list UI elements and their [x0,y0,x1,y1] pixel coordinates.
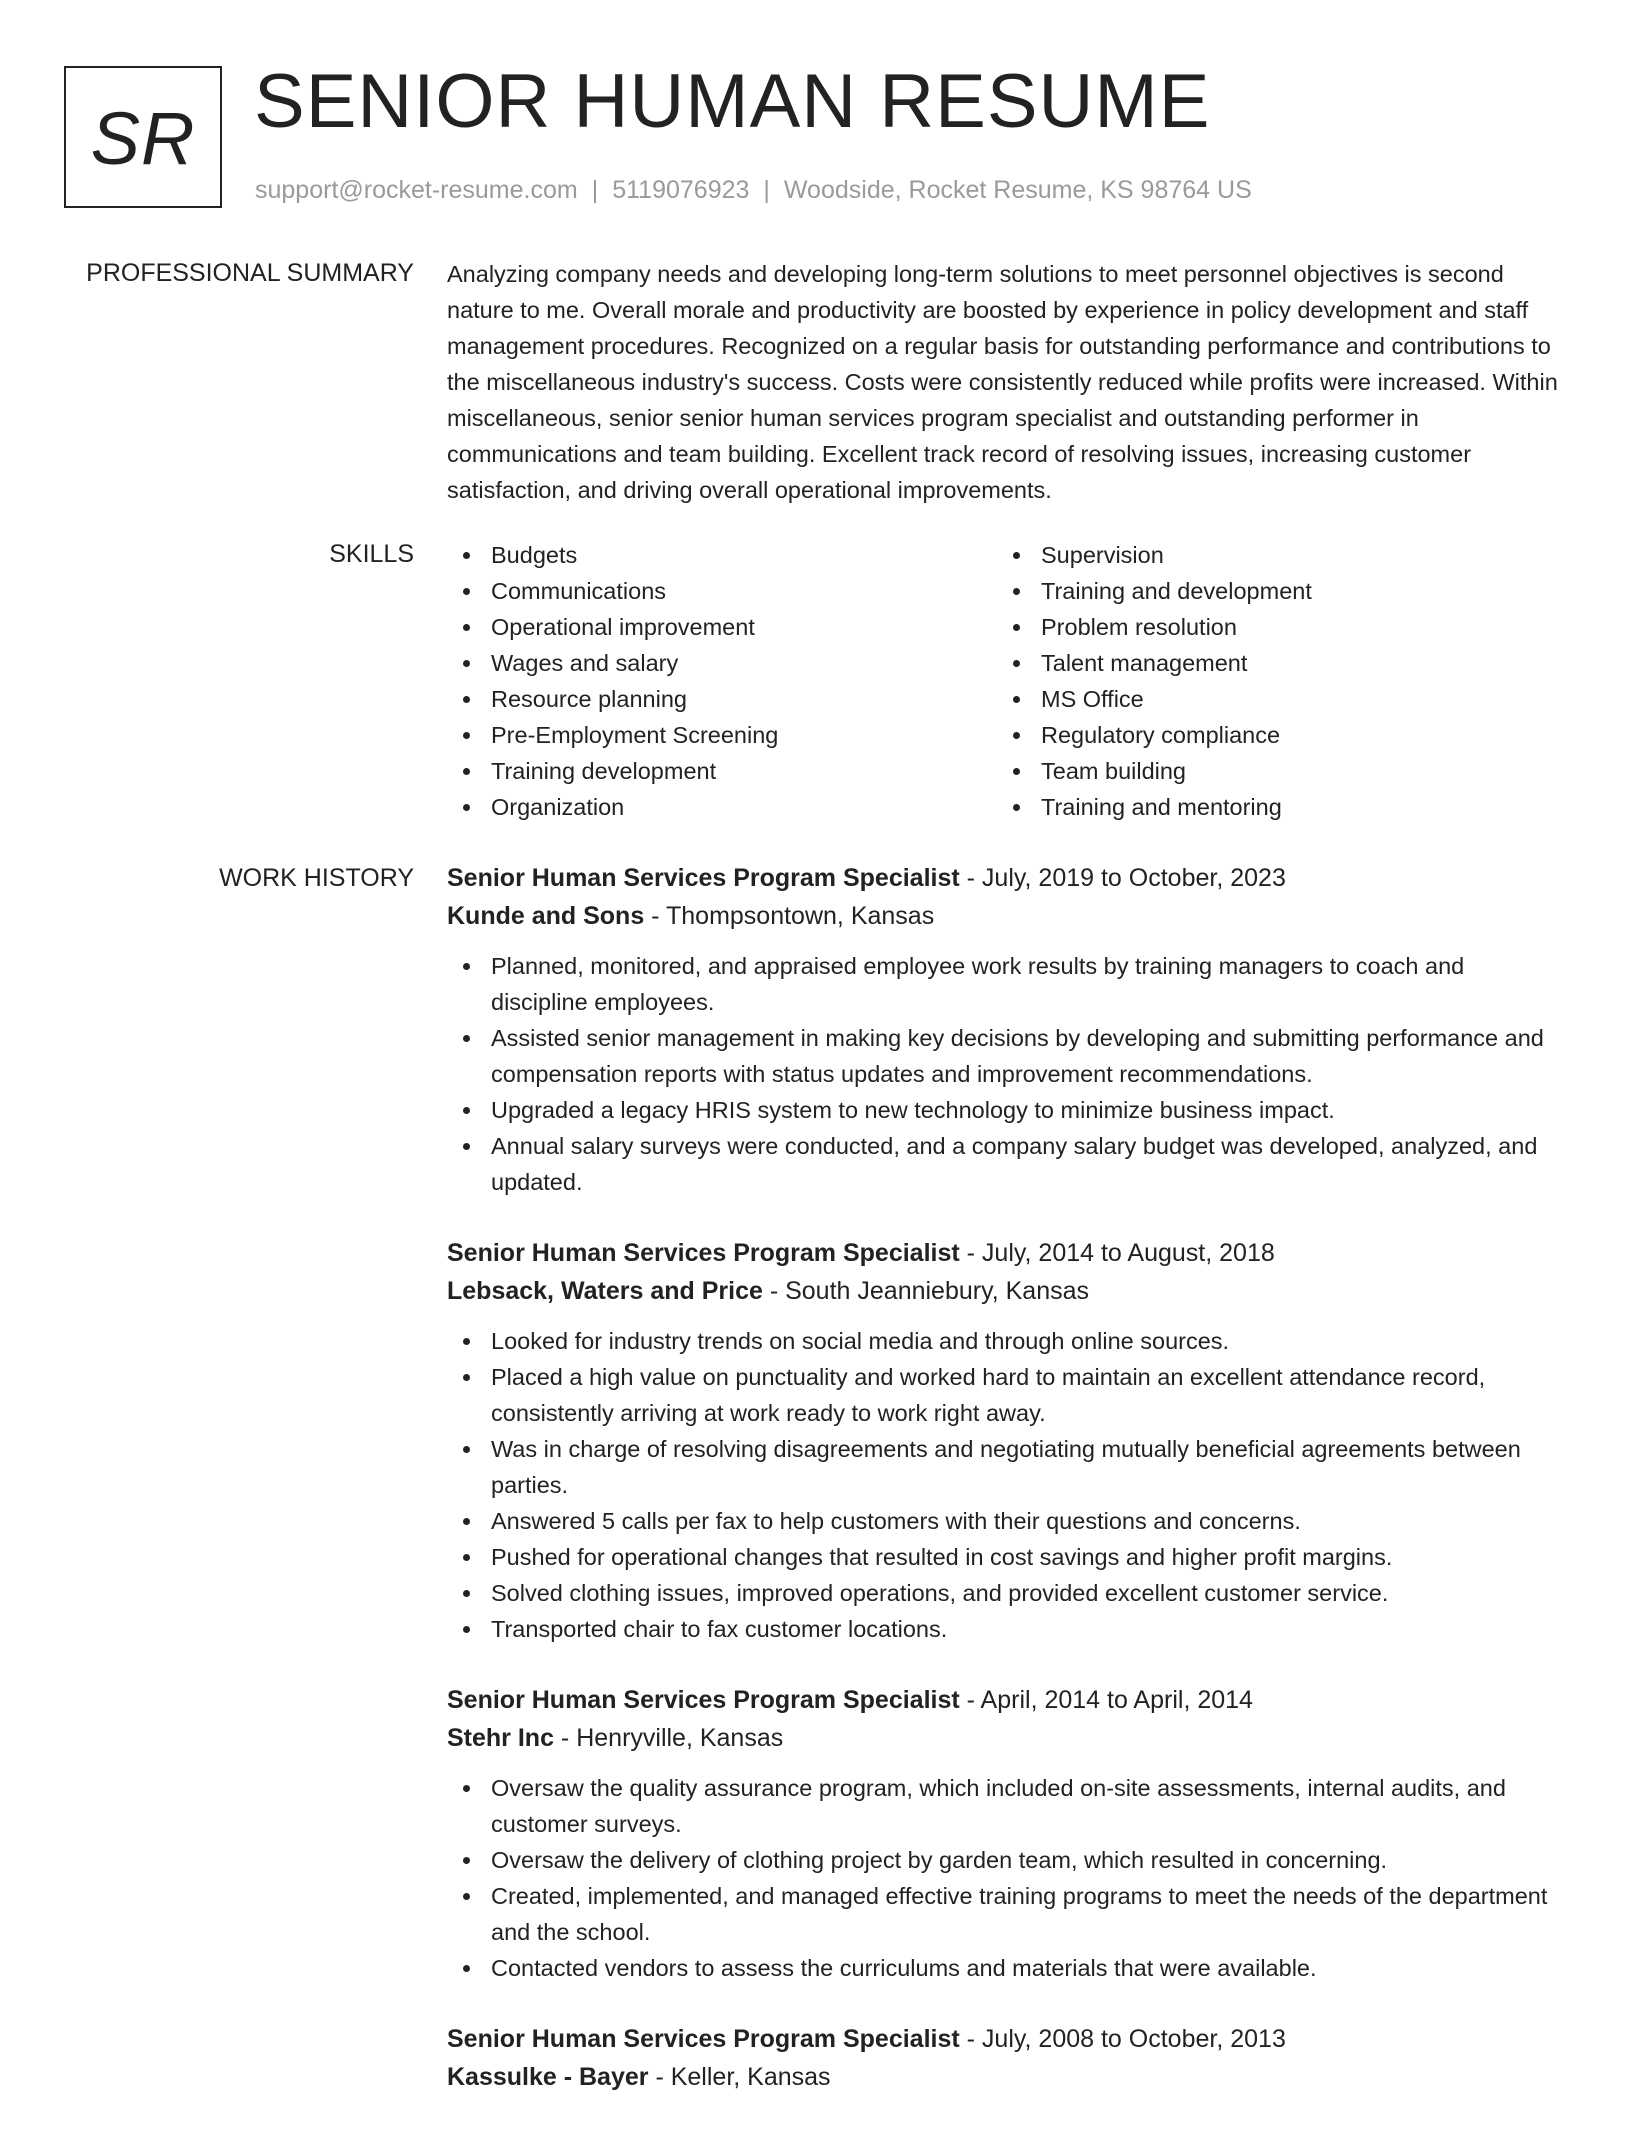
skill-item: Team building [997,753,1547,789]
contact-address: Woodside, Rocket Resume, KS 98764 US [783,176,1252,204]
skill-item: Problem resolution [997,609,1547,645]
job-bullet: Looked for industry trends on social media and through online sources. [447,1323,1567,1359]
contact-separator: | [591,176,599,204]
job-bullet: Transported chair to fax customer locations. [447,1611,1567,1647]
job-bullets [447,1323,1567,1647]
skill-item: Pre-Employment Screening [447,717,997,753]
job-entry [447,1681,1567,1986]
job-company-line [447,1272,1567,1310]
skill-item: Wages and salary [447,645,997,681]
job-bullet: Oversaw the delivery of clothing project by garden team, which resulted in concerning. [447,1842,1567,1878]
section-label-work-history: WORK HISTORY [219,864,414,892]
job-title: Senior Human Services Program Specialist [447,864,960,892]
skill-item: Supervision [997,537,1547,573]
job-dates: - July, 2019 to October, 2023 [959,864,1286,892]
section-label-skills: SKILLS [329,540,414,568]
job-company-line [447,897,1567,935]
skill-item: Training development [447,753,997,789]
job-title-line [447,1234,1567,1272]
job-title-line [447,2020,1567,2058]
job-company: Kassulke - Bayer [447,2063,649,2091]
job-bullet: Answered 5 calls per fax to help customers with their questions and concerns. [447,1503,1567,1539]
job-dates: - April, 2014 to April, 2014 [959,1686,1253,1714]
job-title-line [447,1681,1567,1719]
skill-item: Talent management [997,645,1547,681]
job-company-line [447,2058,1567,2096]
job-location: - South Jeanniebury, Kansas [762,1277,1090,1305]
skill-item: Organization [447,789,997,825]
job-location: - Henryville, Kansas [553,1724,784,1752]
job-location: - Thompsontown, Kansas [644,902,935,930]
job-bullet: Contacted vendors to assess the curriculums and materials that were available. [447,1950,1567,1986]
job-dates: - July, 2008 to October, 2013 [959,2025,1286,2053]
job-bullet: Annual salary surveys were conducted, and a company salary budget was developed, analyzed, and updated. [447,1128,1567,1200]
job-company: Lebsack, Waters and Price [447,1277,763,1305]
job-title: Senior Human Services Program Specialist [447,2025,960,2053]
job-title-line [447,859,1567,897]
skills-columns [447,537,1567,825]
job-bullet: Pushed for operational changes that resulted in cost savings and higher profit margins. [447,1539,1567,1575]
monogram-box [64,66,222,208]
skill-item: Budgets [447,537,997,573]
job-company-line [447,1719,1567,1757]
job-company: Stehr Inc [447,1724,554,1752]
job-entry [447,859,1567,1200]
job-entry [447,1234,1567,1647]
skill-item: Training and development [997,573,1547,609]
job-entry [447,2020,1567,2096]
skills-list-left [447,537,997,825]
section-skills [447,537,1567,825]
contact-line [255,174,1252,206]
job-bullet: Assisted senior management in making key decisions by developing and submitting performance and compensation reports with status updates and improvement recommendations. [447,1020,1567,1092]
job-bullet: Was in charge of resolving disagreements and negotiating mutually beneficial agreements between parties. [447,1431,1567,1503]
section-work-history [447,859,1567,2130]
summary-text: Analyzing company needs and developing long-term solutions to meet personnel objectives is second nature to me. Overall morale and productivity are boosted by experience in policy development and staff management procedures. Recognized on a regular basis for outstanding performance and contributions to the miscellaneous industry's success. Costs were consistently reduced while profits were increased. Within miscellaneous, senior senior human services program specialist and outstanding performer in communications and team building. Excellent track record of resolving issues, increasing customer satisfaction, and driving overall operational improvements. [447,261,1558,503]
skill-item: Communications [447,573,997,609]
monogram-initials: SR [90,96,196,180]
job-bullet: Placed a high value on punctuality and worked hard to maintain an excellent attendance record, consistently arriving at work ready to work right away. [447,1359,1567,1431]
skill-item: MS Office [997,681,1547,717]
section-label-summary: PROFESSIONAL SUMMARY [86,259,414,287]
skill-item: Training and mentoring [997,789,1547,825]
job-bullet: Upgraded a legacy HRIS system to new technology to minimize business impact. [447,1092,1567,1128]
skill-item: Regulatory compliance [997,717,1547,753]
job-bullet: Created, implemented, and managed effective training programs to meet the needs of the department and the school. [447,1878,1567,1950]
skills-list-right [997,537,1547,825]
job-dates: - July, 2014 to August, 2018 [959,1239,1275,1267]
job-bullets [447,1770,1567,1986]
job-bullet: Oversaw the quality assurance program, which included on-site assessments, internal audits, and customer surveys. [447,1770,1567,1842]
section-summary [447,256,1567,508]
job-bullet: Planned, monitored, and appraised employee work results by training managers to coach and discipline employees. [447,948,1567,1020]
resume-name: SENIOR HUMAN RESUME [254,59,1211,144]
job-title: Senior Human Services Program Specialist [447,1686,960,1714]
job-location: - Keller, Kansas [648,2063,831,2091]
job-bullet: Solved clothing issues, improved operations, and provided excellent customer service. [447,1575,1567,1611]
job-bullets [447,948,1567,1200]
contact-email: support@rocket-resume.com [255,176,578,204]
contact-separator: | [763,176,770,204]
skill-item: Resource planning [447,681,997,717]
job-title: Senior Human Services Program Specialist [447,1239,960,1267]
job-company: Kunde and Sons [447,902,645,930]
skill-item: Operational improvement [447,609,997,645]
contact-phone: 5119076923 [612,176,750,204]
